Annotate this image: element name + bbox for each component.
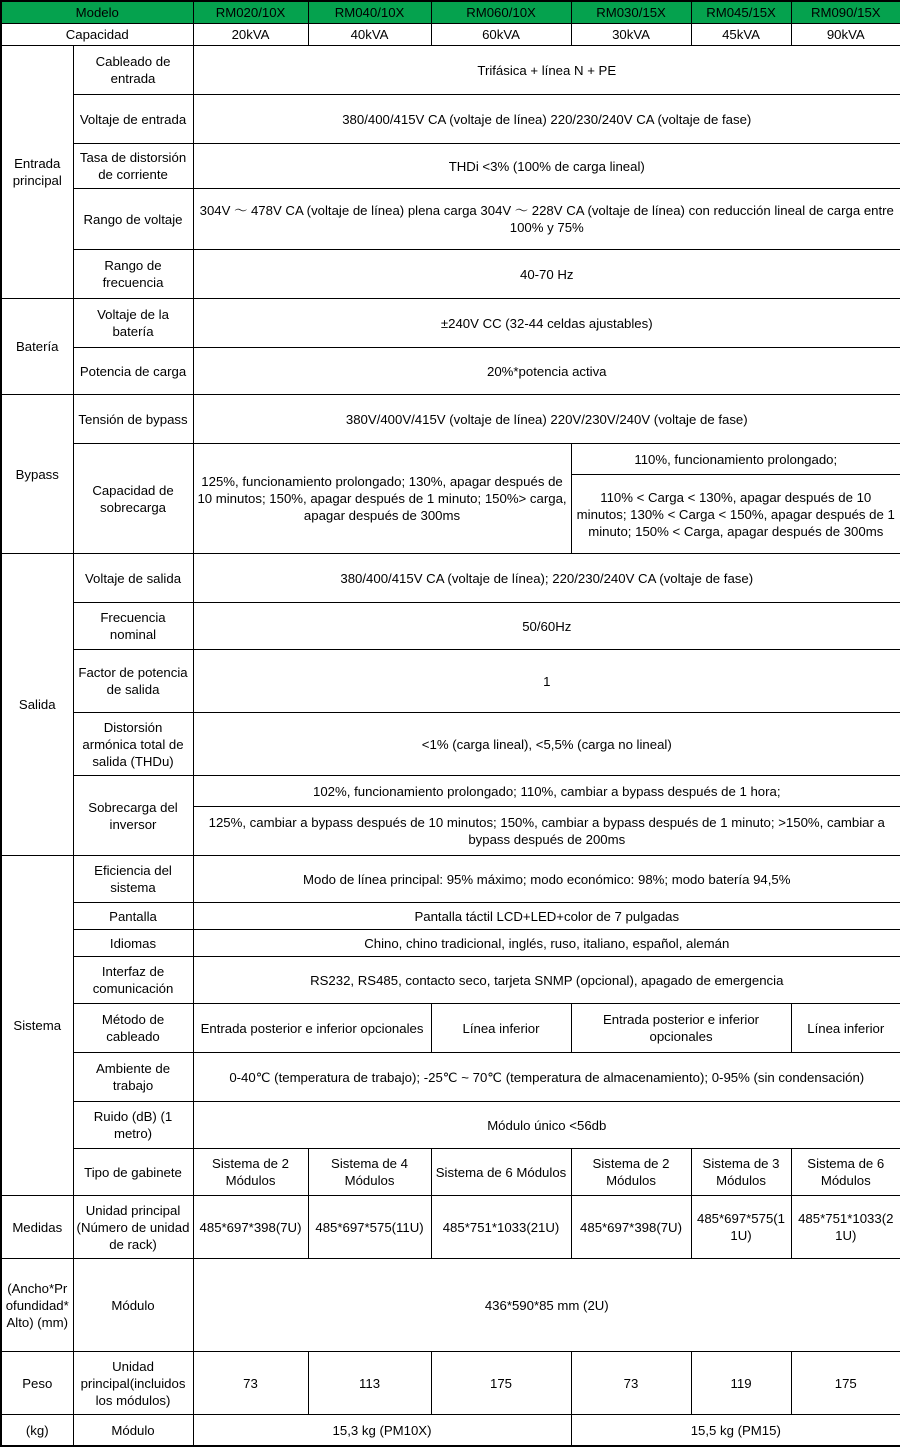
row-value-tipo-gabinete-3: Sistema de 6 Módulos <box>431 1149 571 1196</box>
table-row-tasa-distorsion <box>1 144 900 189</box>
row-label-capacidad-sobrecarga: Capacidad de sobrecarga <box>73 444 193 554</box>
table-row-eficiencia <box>1 856 900 903</box>
table-row-tipo-gabinete <box>1 1149 900 1196</box>
row-value-unidad-principal-4: 485*697*398(7U) <box>571 1196 691 1259</box>
capacity-value-2: 40kVA <box>308 24 431 46</box>
row-value-pantalla: Pantalla táctil LCD+LED+color de 7 pulgadas <box>193 903 900 930</box>
table-row-rango-frecuencia <box>1 250 900 299</box>
row-value-frecuencia-nominal: 50/60Hz <box>193 603 900 650</box>
row-label-voltaje-bateria: Voltaje de la batería <box>73 299 193 348</box>
row-value-capacidad-sobrecarga-15x-line2: 110% < Carga < 130%, apagar después de 10 minutos; 130% < Carga < 150%, apagar después de 1 minuto; 150% < Carga, apagar después de 300ms <box>571 475 900 554</box>
row-value-rango-frecuencia: 40-70 Hz <box>193 250 900 299</box>
row-value-unidad-principal-6: 485*751*1033(21U) <box>791 1196 900 1259</box>
table-row-capacidad-sobrecarga-top <box>1 444 900 475</box>
capacity-value-1: 20kVA <box>193 24 308 46</box>
table-row-distorsion-thdu <box>1 713 900 776</box>
group-label-peso-sub: (kg) <box>1 1415 73 1447</box>
header-model-5: RM045/15X <box>691 1 791 24</box>
row-label-potencia-carga: Potencia de carga <box>73 348 193 395</box>
row-label-tipo-gabinete: Tipo de gabinete <box>73 1149 193 1196</box>
row-value-unidad-principal-2: 485*697*575(11U) <box>308 1196 431 1259</box>
capacity-value-3: 60kVA <box>431 24 571 46</box>
row-value-peso-unidad-5: 119 <box>691 1352 791 1415</box>
row-value-peso-unidad-2: 113 <box>308 1352 431 1415</box>
header-model-3: RM060/10X <box>431 1 571 24</box>
row-value-sobrecarga-inversor-line2: 125%, cambiar a bypass después de 10 minutos; 150%, cambiar a bypass después de 1 minuto; >150%, cambiar a bypass después de 200ms <box>193 807 900 856</box>
row-value-factor-potencia: 1 <box>193 650 900 713</box>
group-label-sistema: Sistema <box>1 856 73 1196</box>
row-value-sobrecarga-inversor-line1: 102%, funcionamiento prolongado; 110%, cambiar a bypass después de 1 hora; <box>193 776 900 807</box>
row-label-interfaz: Interfaz de comunicación <box>73 957 193 1004</box>
table-row-modulo-medidas <box>1 1259 900 1352</box>
group-label-salida: Salida <box>1 554 73 856</box>
header-model-2: RM040/10X <box>308 1 431 24</box>
table-row-metodo-cableado <box>1 1004 900 1053</box>
row-value-tipo-gabinete-2: Sistema de 4 Módulos <box>308 1149 431 1196</box>
row-label-modulo-medidas: Módulo <box>73 1259 193 1352</box>
header-model-4: RM030/15X <box>571 1 691 24</box>
row-label-peso-unidad: Unidad principal(incluidos los módulos) <box>73 1352 193 1415</box>
row-value-distorsion-thdu: <1% (carga lineal), <5,5% (carga no lineal) <box>193 713 900 776</box>
row-value-peso-modulo-10x: 15,3 kg (PM10X) <box>193 1415 571 1447</box>
row-value-metodo-cableado-3: Entrada posterior e inferior opcionales <box>571 1004 791 1053</box>
row-label-ruido: Ruido (dB) (1 metro) <box>73 1102 193 1149</box>
row-value-metodo-cableado-4: Línea inferior <box>791 1004 900 1053</box>
row-label-frecuencia-nominal: Frecuencia nominal <box>73 603 193 650</box>
row-label-factor-potencia: Factor de potencia de salida <box>73 650 193 713</box>
capacity-value-4: 30kVA <box>571 24 691 46</box>
group-label-peso: Peso <box>1 1352 73 1415</box>
table-row-frecuencia-nominal <box>1 603 900 650</box>
row-value-idiomas: Chino, chino tradicional, inglés, ruso, italiano, español, alemán <box>193 930 900 957</box>
row-value-metodo-cableado-1: Entrada posterior e inferior opcionales <box>193 1004 431 1053</box>
table-row-factor-potencia <box>1 650 900 713</box>
table-row-model-header <box>1 1 900 24</box>
table-row-peso-unidad <box>1 1352 900 1415</box>
table-row-cableado-entrada <box>1 46 900 95</box>
table-row-peso-modulo <box>1 1415 900 1447</box>
row-value-unidad-principal-5: 485*697*575(11U) <box>691 1196 791 1259</box>
table-row-ruido <box>1 1102 900 1149</box>
row-label-pantalla: Pantalla <box>73 903 193 930</box>
row-value-tipo-gabinete-4: Sistema de 2 Módulos <box>571 1149 691 1196</box>
group-label-entrada-principal: Entrada principal <box>1 46 73 299</box>
group-label-medidas-sub: (Ancho*Profundidad*Alto) (mm) <box>1 1259 73 1352</box>
row-label-metodo-cableado: Método de cableado <box>73 1004 193 1053</box>
row-label-rango-frecuencia: Rango de frecuencia <box>73 250 193 299</box>
row-value-ruido: Módulo único <56db <box>193 1102 900 1149</box>
row-label-tension-bypass: Tensión de bypass <box>73 395 193 444</box>
table-row-capacity <box>1 24 900 46</box>
row-label-rango-voltaje: Rango de voltaje <box>73 189 193 250</box>
table-row-potencia-carga <box>1 348 900 395</box>
row-value-metodo-cableado-2: Línea inferior <box>431 1004 571 1053</box>
row-label-idiomas: Idiomas <box>73 930 193 957</box>
row-label-unidad-principal: Unidad principal (Número de unidad de rack) <box>73 1196 193 1259</box>
row-value-modulo-medidas: 436*590*85 mm (2U) <box>193 1259 900 1352</box>
group-label-bypass: Bypass <box>1 395 73 554</box>
row-value-potencia-carga: 20%*potencia activa <box>193 348 900 395</box>
table-row-interfaz <box>1 957 900 1004</box>
row-value-capacidad-sobrecarga-15x-line1: 110%, funcionamiento prolongado; <box>571 444 900 475</box>
row-value-capacidad-sobrecarga-10x: 125%, funcionamiento prolongado; 130%, apagar después de 10 minutos; 150%, apagar después de 1 minuto; 150%> carga, apagar después de 300ms <box>193 444 571 554</box>
row-value-rango-voltaje: 304V ～ 478V CA (voltaje de línea) plena carga 304V ～ 228V CA (voltaje de línea) con reducción lineal de carga entre 100% y 75% <box>193 189 900 250</box>
row-value-peso-unidad-6: 175 <box>791 1352 900 1415</box>
header-model-1: RM020/10X <box>193 1 308 24</box>
row-value-ambiente: 0-40℃ (temperatura de trabajo); -25℃ ~ 70℃ (temperatura de almacenamiento); 0-95% (sin condensación) <box>193 1053 900 1102</box>
group-label-medidas: Medidas <box>1 1196 73 1259</box>
row-label-eficiencia: Eficiencia del sistema <box>73 856 193 903</box>
table-row-voltaje-entrada <box>1 95 900 144</box>
table-row-ambiente <box>1 1053 900 1102</box>
header-model-6: RM090/15X <box>791 1 900 24</box>
row-label-voltaje-salida: Voltaje de salida <box>73 554 193 603</box>
table-row-pantalla <box>1 903 900 930</box>
row-label-peso-modulo: Módulo <box>73 1415 193 1447</box>
row-value-tipo-gabinete-1: Sistema de 2 Módulos <box>193 1149 308 1196</box>
row-label-sobrecarga-inversor: Sobrecarga del inversor <box>73 776 193 856</box>
row-label-distorsion-thdu: Distorsión armónica total de salida (THDu) <box>73 713 193 776</box>
header-model-label: Modelo <box>1 1 193 24</box>
row-value-eficiencia: Modo de línea principal: 95% máximo; modo económico: 98%; modo batería 94,5% <box>193 856 900 903</box>
row-value-interfaz: RS232, RS485, contacto seco, tarjeta SNMP (opcional), apagado de emergencia <box>193 957 900 1004</box>
row-label-tasa-distorsion: Tasa de distorsión de corriente <box>73 144 193 189</box>
table-row-rango-voltaje <box>1 189 900 250</box>
row-value-cableado-entrada: Trifásica + línea N + PE <box>193 46 900 95</box>
row-value-tipo-gabinete-5: Sistema de 3 Módulos <box>691 1149 791 1196</box>
row-value-peso-unidad-3: 175 <box>431 1352 571 1415</box>
row-value-tasa-distorsion: THDi <3% (100% de carga lineal) <box>193 144 900 189</box>
table-row-voltaje-salida <box>1 554 900 603</box>
row-label-cableado-entrada: Cableado de entrada <box>73 46 193 95</box>
group-label-bateria: Batería <box>1 299 73 395</box>
capacity-value-5: 45kVA <box>691 24 791 46</box>
row-value-peso-unidad-4: 73 <box>571 1352 691 1415</box>
capacity-label: Capacidad <box>1 24 193 46</box>
row-value-tension-bypass: 380V/400V/415V (voltaje de línea) 220V/230V/240V (voltaje de fase) <box>193 395 900 444</box>
table-row-voltaje-bateria <box>1 299 900 348</box>
row-value-voltaje-salida: 380/400/415V CA (voltaje de línea); 220/230/240V CA (voltaje de fase) <box>193 554 900 603</box>
table-row-unidad-principal <box>1 1196 900 1259</box>
row-value-peso-unidad-1: 73 <box>193 1352 308 1415</box>
row-value-unidad-principal-1: 485*697*398(7U) <box>193 1196 308 1259</box>
row-value-peso-modulo-15x: 15,5 kg (PM15) <box>571 1415 900 1447</box>
row-value-voltaje-entrada: 380/400/415V CA (voltaje de línea) 220/230/240V CA (voltaje de fase) <box>193 95 900 144</box>
capacity-value-6: 90kVA <box>791 24 900 46</box>
table-row-sobrecarga-inversor-top <box>1 776 900 807</box>
row-label-ambiente: Ambiente de trabajo <box>73 1053 193 1102</box>
row-label-voltaje-entrada: Voltaje de entrada <box>73 95 193 144</box>
row-value-tipo-gabinete-6: Sistema de 6 Módulos <box>791 1149 900 1196</box>
row-value-voltaje-bateria: ±240V CC (32-44 celdas ajustables) <box>193 299 900 348</box>
table-row-tension-bypass <box>1 395 900 444</box>
table-row-idiomas <box>1 930 900 957</box>
row-value-unidad-principal-3: 485*751*1033(21U) <box>431 1196 571 1259</box>
